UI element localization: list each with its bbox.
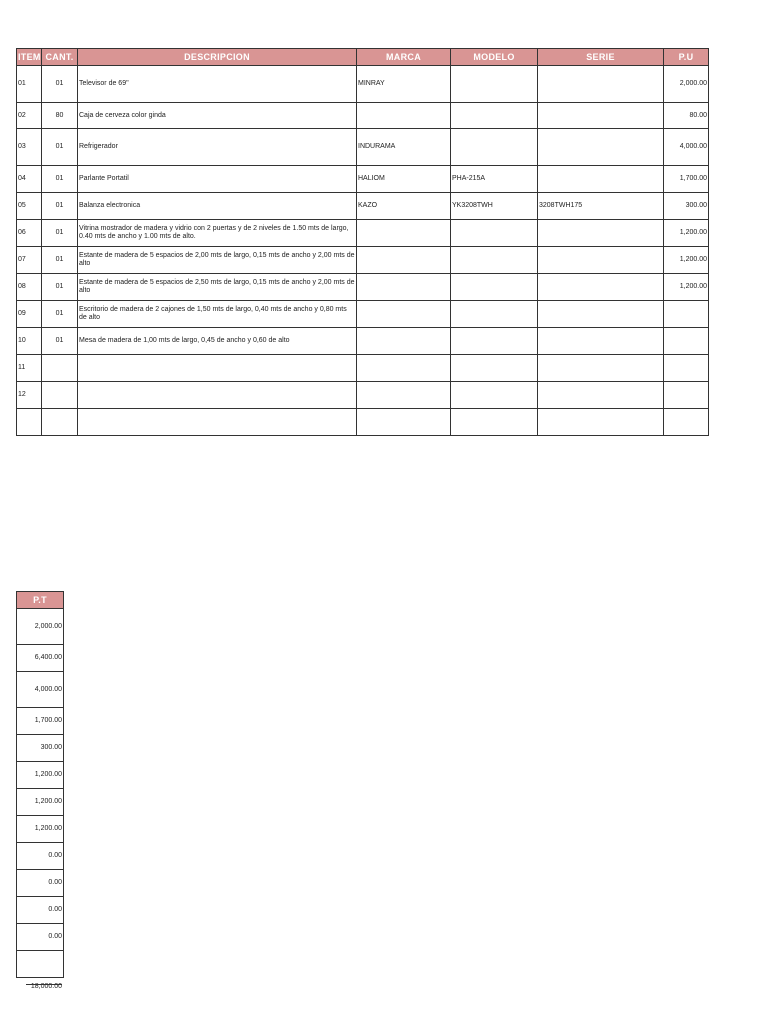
header-cant: CANT. xyxy=(42,49,78,66)
cell-item: 11 xyxy=(17,355,42,382)
cell-modelo xyxy=(451,247,538,274)
cell-item: 09 xyxy=(17,301,42,328)
cell-cant: 01 xyxy=(42,274,78,301)
table-row xyxy=(17,274,709,301)
cell-descripcion xyxy=(78,355,357,382)
cell-modelo xyxy=(451,103,538,129)
table-row xyxy=(17,129,709,166)
cell-modelo: YK3208TWH xyxy=(451,193,538,220)
header-pt: P.T xyxy=(17,592,64,609)
cell-pt: 0.00 xyxy=(17,924,64,951)
cell-modelo xyxy=(451,301,538,328)
cell-modelo xyxy=(451,129,538,166)
cell-pt xyxy=(17,951,64,978)
cell-pu: 300.00 xyxy=(664,193,709,220)
pt-header-row xyxy=(17,592,64,609)
cell-serie xyxy=(538,274,664,301)
cell-marca xyxy=(357,301,451,328)
pt-row xyxy=(17,735,64,762)
cell-pt: 4,000.00 xyxy=(17,672,64,708)
cell-item xyxy=(17,409,42,436)
cell-pt: 1,200.00 xyxy=(17,816,64,843)
cell-pu: 2,000.00 xyxy=(664,66,709,103)
cell-descripcion: Caja de cerveza color ginda xyxy=(78,103,357,129)
cell-pu: 1,200.00 xyxy=(664,274,709,301)
pt-row xyxy=(17,708,64,735)
table-row xyxy=(17,247,709,274)
cell-serie xyxy=(538,220,664,247)
table-row xyxy=(17,328,709,355)
cell-cant: 01 xyxy=(42,193,78,220)
cell-pt: 1,200.00 xyxy=(17,789,64,816)
pt-row xyxy=(17,897,64,924)
cell-serie xyxy=(538,103,664,129)
cell-pu: 1,700.00 xyxy=(664,166,709,193)
cell-marca: KAZO xyxy=(357,193,451,220)
cell-cant: 01 xyxy=(42,301,78,328)
cell-serie xyxy=(538,66,664,103)
table-row xyxy=(17,193,709,220)
pt-row xyxy=(17,816,64,843)
cell-serie xyxy=(538,382,664,409)
cell-descripcion: Estante de madera de 5 espacios de 2,50 mts de largo, 0,15 mts de ancho y 2,00 mts de alto xyxy=(78,274,357,301)
cell-marca xyxy=(357,355,451,382)
table-row xyxy=(17,220,709,247)
pt-row xyxy=(17,951,64,978)
cell-item: 08 xyxy=(17,274,42,301)
cell-marca xyxy=(357,409,451,436)
pt-row xyxy=(17,645,64,672)
cell-pt: 0.00 xyxy=(17,870,64,897)
cell-modelo xyxy=(451,409,538,436)
cell-item: 05 xyxy=(17,193,42,220)
cell-pu: 4,000.00 xyxy=(664,129,709,166)
cell-pt: 0.00 xyxy=(17,843,64,870)
table-header-row xyxy=(17,49,709,66)
cell-marca xyxy=(357,247,451,274)
pt-total: 18,000.00 xyxy=(16,983,62,991)
cell-cant xyxy=(42,355,78,382)
cell-descripcion: Televisor de 69'' xyxy=(78,66,357,103)
cell-pu: 80.00 xyxy=(664,103,709,129)
cell-pt: 2,000.00 xyxy=(17,609,64,645)
table-row xyxy=(17,166,709,193)
header-item: ITEM xyxy=(17,49,42,66)
header-pu: P.U xyxy=(664,49,709,66)
table-row xyxy=(17,355,709,382)
pt-row xyxy=(17,870,64,897)
pt-row xyxy=(17,843,64,870)
cell-item: 07 xyxy=(17,247,42,274)
cell-descripcion: Vitrina mostrador de madera y vidrio con 2 puertas y de 2 niveles de 1.50 mts de largo, 0.40 mts de ancho y 1.00 mts de alto. xyxy=(78,220,357,247)
cell-pu xyxy=(664,328,709,355)
cell-item: 02 xyxy=(17,103,42,129)
pt-row xyxy=(17,762,64,789)
pt-row xyxy=(17,609,64,645)
header-descripcion: DESCRIPCION xyxy=(78,49,357,66)
cell-serie xyxy=(538,129,664,166)
header-marca: MARCA xyxy=(357,49,451,66)
cell-descripcion: Parlante Portatil xyxy=(78,166,357,193)
cell-pu xyxy=(664,355,709,382)
cell-cant: 01 xyxy=(42,247,78,274)
cell-item: 04 xyxy=(17,166,42,193)
cell-pt: 0.00 xyxy=(17,897,64,924)
header-modelo: MODELO xyxy=(451,49,538,66)
cell-marca: HALIOM xyxy=(357,166,451,193)
cell-item: 06 xyxy=(17,220,42,247)
cell-modelo xyxy=(451,274,538,301)
cell-pu: 1,200.00 xyxy=(664,220,709,247)
cell-modelo xyxy=(451,382,538,409)
table-row xyxy=(17,382,709,409)
cell-item: 10 xyxy=(17,328,42,355)
cell-item: 12 xyxy=(17,382,42,409)
header-serie: SERIE xyxy=(538,49,664,66)
pt-row xyxy=(17,789,64,816)
cell-serie xyxy=(538,355,664,382)
cell-pt: 6,400.00 xyxy=(17,645,64,672)
cell-pu: 1,200.00 xyxy=(664,247,709,274)
cell-descripcion: Escritorio de madera de 2 cajones de 1,50 mts de largo, 0,40 mts de ancho y 0,80 mts de alto xyxy=(78,301,357,328)
cell-serie xyxy=(538,409,664,436)
inventory-table xyxy=(16,48,709,436)
cell-pu xyxy=(664,301,709,328)
cell-cant: 01 xyxy=(42,328,78,355)
cell-modelo xyxy=(451,328,538,355)
cell-serie xyxy=(538,328,664,355)
cell-marca xyxy=(357,220,451,247)
cell-cant: 01 xyxy=(42,129,78,166)
cell-marca xyxy=(357,103,451,129)
cell-modelo xyxy=(451,66,538,103)
cell-modelo xyxy=(451,220,538,247)
cell-serie xyxy=(538,166,664,193)
pt-table xyxy=(16,591,64,978)
pt-row xyxy=(17,672,64,708)
cell-pt: 1,200.00 xyxy=(17,762,64,789)
cell-descripcion: Mesa de madera de 1,00 mts de largo, 0,45 de ancho y 0,60 de alto xyxy=(78,328,357,355)
table-row xyxy=(17,103,709,129)
cell-pu xyxy=(664,409,709,436)
cell-cant: 01 xyxy=(42,166,78,193)
cell-serie xyxy=(538,301,664,328)
cell-pt: 300.00 xyxy=(17,735,64,762)
table-row xyxy=(17,409,709,436)
cell-modelo: PHA-215A xyxy=(451,166,538,193)
cell-serie: 3208TWH175 xyxy=(538,193,664,220)
cell-cant xyxy=(42,409,78,436)
cell-descripcion: Estante de madera de 5 espacios de 2,00 mts de largo, 0,15 mts de ancho y 2,00 mts de alto xyxy=(78,247,357,274)
cell-descripcion xyxy=(78,382,357,409)
cell-marca: INDURAMA xyxy=(357,129,451,166)
cell-modelo xyxy=(451,355,538,382)
cell-cant: 01 xyxy=(42,220,78,247)
table-row xyxy=(17,301,709,328)
pt-row xyxy=(17,924,64,951)
cell-marca: MINRAY xyxy=(357,66,451,103)
cell-cant xyxy=(42,382,78,409)
cell-item: 03 xyxy=(17,129,42,166)
cell-cant: 80 xyxy=(42,103,78,129)
cell-descripcion: Balanza electronica xyxy=(78,193,357,220)
table-row xyxy=(17,66,709,103)
cell-descripcion xyxy=(78,409,357,436)
cell-marca xyxy=(357,274,451,301)
cell-marca xyxy=(357,382,451,409)
cell-pt: 1,700.00 xyxy=(17,708,64,735)
cell-cant: 01 xyxy=(42,66,78,103)
cell-pu xyxy=(664,382,709,409)
cell-descripcion: Refrigerador xyxy=(78,129,357,166)
cell-serie xyxy=(538,247,664,274)
cell-marca xyxy=(357,328,451,355)
cell-item: 01 xyxy=(17,66,42,103)
